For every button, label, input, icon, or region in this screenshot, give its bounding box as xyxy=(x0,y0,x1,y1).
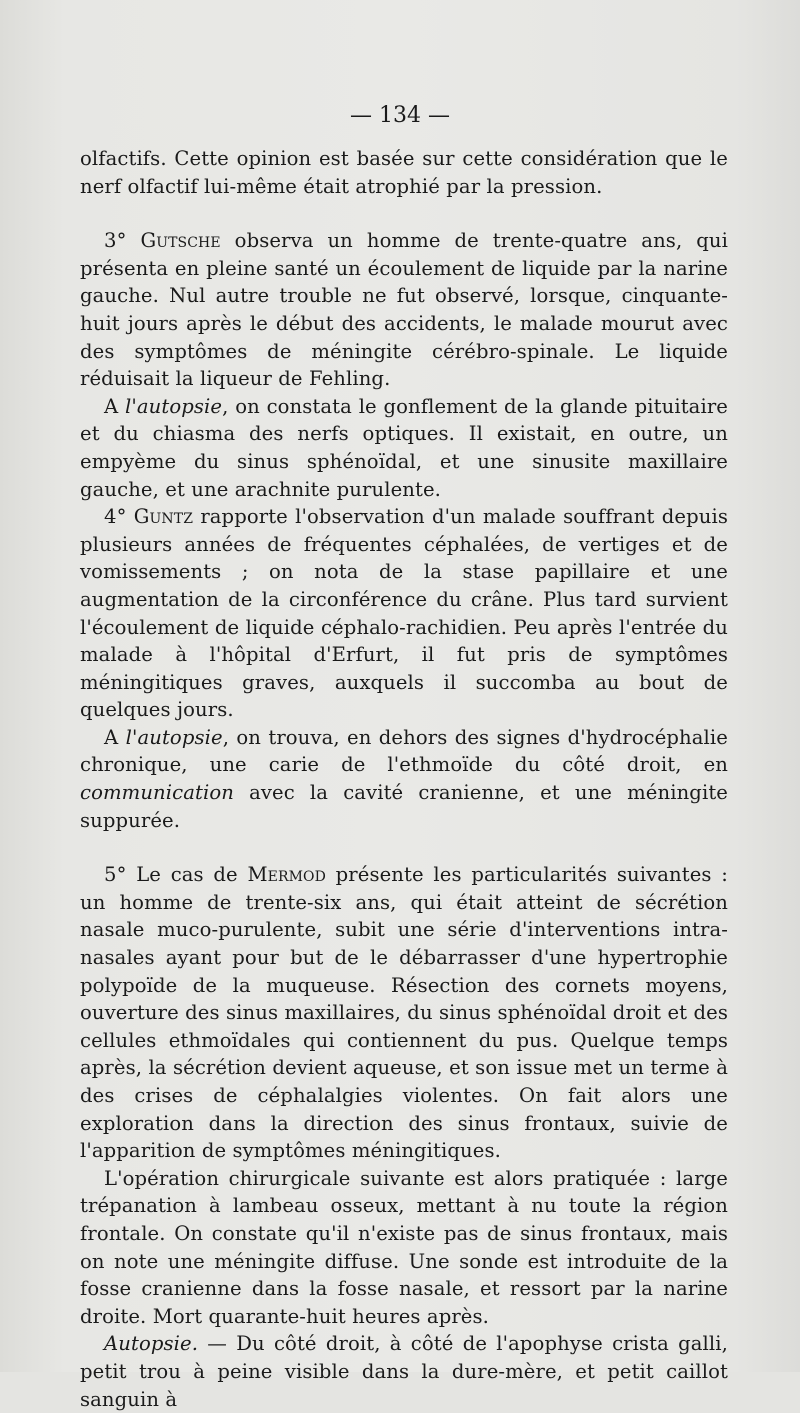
author-name: Mermod xyxy=(247,863,326,887)
paragraph-autopsie-2 xyxy=(80,724,728,834)
paragraph-text: observa un homme de trente-quatre ans, qui présenta en pleine santé un écoulement de liquide par la narine gauche. Nul autre trouble ne fut observé, lorsque, cinquante-huit jours après le début des accidents, le malade mourut avec des symptômes de méningite cérébro-spinale. Le liquide réduisait la liqueur de Fehling. xyxy=(80,229,728,391)
paragraph-continuation xyxy=(80,145,728,200)
paragraph-text: , on trouva, en dehors des signes d'hydrocéphalie chronique, une carie de l'ethmoïde du côté droit, en xyxy=(80,725,728,777)
paragraph-text: — Du côté droit, à côté de l'apophyse crista galli, petit trou à peine visible dans la dure-mère, et petit caillot sanguin à xyxy=(80,1332,728,1411)
paragraph-text: présente les particularités suivantes : un homme de trente-six ans, qui était atteint de sécrétion nasale muco-purulente, subit une série d'interventions intra-nasales ayant pour but de le débarrasser d'une hypertrophie polypoïde de la muqueuse. Résection des cornets moyens, ouverture des sinus maxillaires, du sinus sphénoïdal droit et des cellules ethmoïdales qui contiennent du pus. Quelque temps après, la sécrétion devient aqueuse, et son issue met un terme à des crises de céphalalgies violentes. On fait alors une exploration dans la direction des sinus frontaux, suivie de l'apparition de symptômes méningitiques. xyxy=(80,863,728,1163)
paragraph-mermod xyxy=(80,861,728,1165)
paragraph-text: olfactifs. Cette opinion est basée sur cette considération que le nerf olfactif lui-même était atrophié par la pression. xyxy=(80,147,728,198)
paragraph-operation xyxy=(80,1165,728,1331)
author-name: Gutsche xyxy=(140,229,221,253)
paragraph-text: rapporte l'observation d'un malade souffrant depuis plusieurs années de fréquentes céphalées, de vertiges et de vomissements ; on nota de la stase papillaire et une augmentation de la circonférence du crâne. Plus tard survient l'écoulement de liquide céphalo-rachidien. Peu après l'entrée du malade à l'hôpital d'Erfurt, il fut pris de symptômes méningitiques graves, auxquels il succomba au bout de quelques jours. xyxy=(80,505,728,722)
italic-term: l'autopsie xyxy=(125,394,223,418)
paragraph-text: , on constata le gonflement de la glande pituitaire et du chiasma des nerfs optiques. Il existait, en outre, un empyème du sinus sphénoïdal, et une sinusite maxillaire gauche, et une arachnite purulente. xyxy=(80,394,728,501)
paragraph-lead: Le cas de xyxy=(136,863,238,887)
italic-term: communication xyxy=(80,781,234,805)
paragraph-autopsie-1 xyxy=(80,393,728,503)
author-name: Guntz xyxy=(133,505,194,529)
paragraph-gutsche xyxy=(80,227,728,393)
item-number: 4° xyxy=(104,505,127,529)
body-text xyxy=(80,145,728,1413)
paragraph-prefix: A xyxy=(104,394,126,418)
item-number: 5° xyxy=(104,863,127,887)
italic-term: Autopsie. xyxy=(104,1332,199,1356)
paragraph-text: L'opération chirurgicale suivante est alors pratiquée : large trépanation à lambeau osseux, mettant à nu toute la région frontale. On constate qu'il n'existe pas de sinus frontaux, mais on note une méningite diffuse. Une sonde est introduite de la fosse cranienne dans la fosse nasale, et ressort par la narine droite. Mort quarante-huit heures après. xyxy=(80,1166,728,1328)
paragraph-guntz xyxy=(80,503,728,724)
italic-term: l'autopsie xyxy=(125,725,223,749)
paragraph-prefix: A xyxy=(104,725,126,749)
item-number: 3° xyxy=(104,229,127,253)
paragraph-text: avec la cavité cranienne, et une méningite suppurée. xyxy=(80,781,728,832)
page-number: — 134 — xyxy=(350,103,450,128)
